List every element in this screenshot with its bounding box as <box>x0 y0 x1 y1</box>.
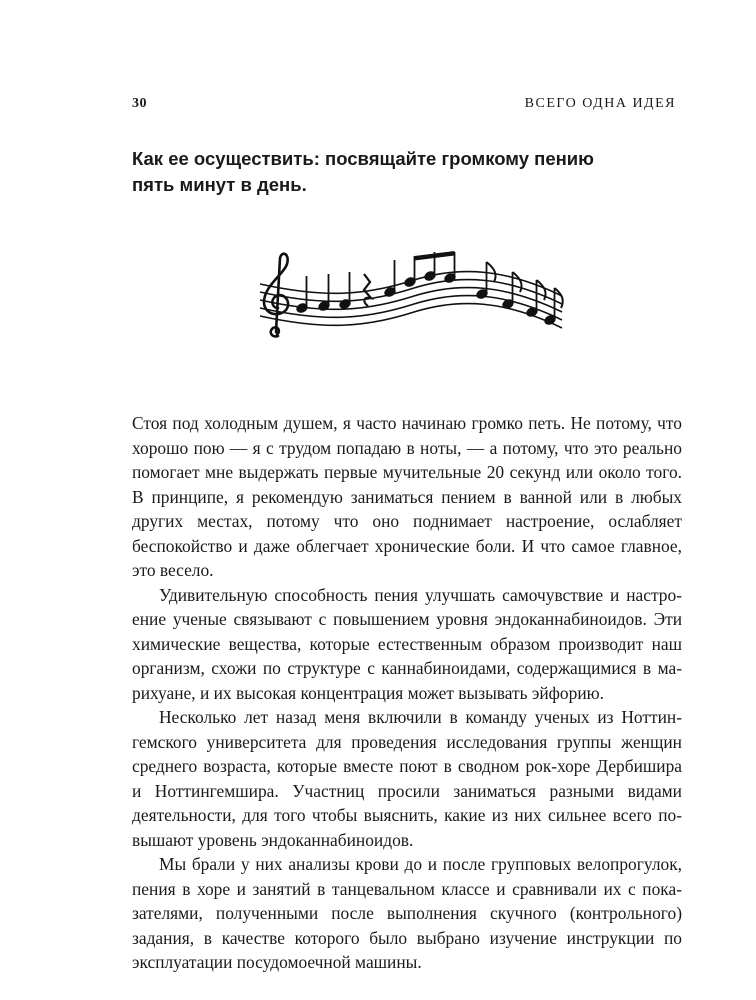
paragraph-3: Несколько лет назад меня включили в команду ученых из Ноттингемского университета для проведения исследования группы женщин среднего возраста, которые вместе поют в сводном рок-хоре Дербишира и Ноттингемшира. Участниц просили заниматься разными видами деятельности, для того чтобы выяснить, какие из них сильнее всего повышают уровень эндоканнабиноидов. <box>132 707 682 850</box>
music-staff-icon <box>244 246 568 344</box>
body-text <box>132 411 682 975</box>
section-heading: Как ее осуществить: посвящайте громкому пению пять минут в день. <box>132 148 594 195</box>
treble-clef-icon <box>264 254 288 337</box>
running-header: ВСЕГО ОДНА ИДЕЯ <box>524 96 676 111</box>
page-number: 30 <box>132 96 147 111</box>
paragraph-1: Стоя под холодным душем, я часто начинаю громко петь. Не потому, что хорошо пою — я с трудом попадаю в ноты, — а потому, что это реально помогает мне выдержать первые мучительные 20 секунд или около того. В принципе, я рекомендую заниматься пением в ванной или в любых других местах, потому что оно поднимает настроение, ослабляет беспокойство и даже облегчает хронические боли. И что самое главное, это весело. <box>132 413 682 580</box>
paragraph-4: Мы брали у них анализы крови до и после групповых велопрогулок, пения в хоре и занятий в танцевальном классе и сравнивали их с показателями, полученными после выполнения скучного (контрольного) задания, в качестве которого было выбрано изучение инструкции по эксплуатации посудомоечной машины. <box>132 854 682 972</box>
paragraph-2: Удивительную способность пения улучшать самочувствие и настроение ученые связывают с повышением уровня эндоканнабиноидов. Эти химические вещества, которые естественным образом производит наш организм, схожи по структуре с каннабиноидами, содержащимися в марихуане, и их высокая концентрация может вызывать эйфорию. <box>132 584 682 703</box>
